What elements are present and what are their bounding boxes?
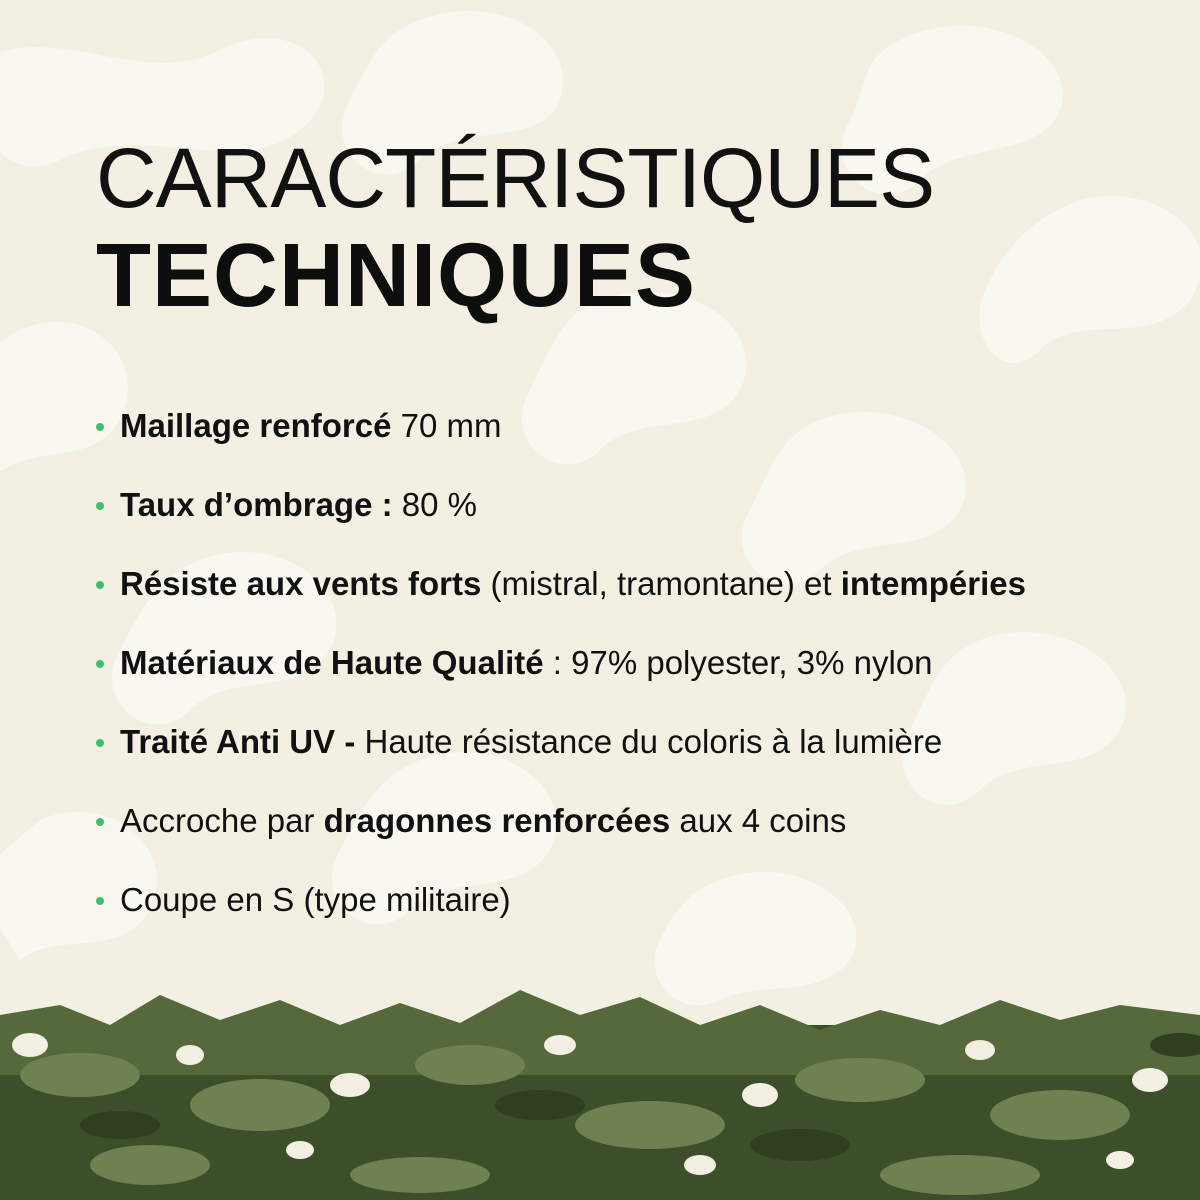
feature-highlight-text: intempéries <box>840 565 1027 602</box>
feature-highlight-text: Maillage renforcé <box>120 407 392 444</box>
bullet-dot-icon <box>96 739 104 747</box>
feature-item <box>96 801 1176 880</box>
feature-text: 80 % <box>392 486 477 523</box>
feature-text: Accroche par <box>120 802 324 839</box>
feature-text: Haute résistance du coloris à la lumière <box>355 723 943 760</box>
camouflage-net-image <box>0 985 1200 1200</box>
feature-item <box>96 722 1176 801</box>
bullet-dot-icon <box>96 581 104 589</box>
feature-highlight-text: Taux d’ombrage : <box>120 486 393 523</box>
bullet-dot-icon <box>96 818 104 826</box>
feature-highlight-text: Matériaux de Haute Qualité <box>120 644 544 681</box>
feature-item <box>96 643 1176 722</box>
bullet-dot-icon <box>96 423 104 431</box>
feature-text: 70 mm <box>391 407 502 444</box>
feature-highlight-text: Résiste aux vents forts <box>120 565 482 602</box>
bullet-dot-icon <box>96 660 104 668</box>
feature-text: aux 4 coins <box>670 802 847 839</box>
feature-item <box>96 406 1176 485</box>
feature-highlight-text: dragonnes renforcées <box>323 802 671 839</box>
page-title-line1: CARACTÉRISTIQUES <box>96 131 935 225</box>
content-area <box>96 130 1156 918</box>
page-title-line2: TECHNIQUES <box>96 226 697 326</box>
feature-item <box>96 485 1176 564</box>
feature-text: Coupe en S (type militaire) <box>120 881 511 918</box>
feature-list <box>96 406 1176 959</box>
bullet-dot-icon <box>96 897 104 905</box>
feature-highlight-text: Traité Anti UV - <box>120 723 356 760</box>
feature-item <box>96 880 1176 959</box>
feature-item <box>96 564 1176 643</box>
bullet-dot-icon <box>96 502 104 510</box>
feature-text: : 97% polyester, 3% nylon <box>543 644 933 681</box>
feature-text: (mistral, tramontane) et <box>481 565 841 602</box>
